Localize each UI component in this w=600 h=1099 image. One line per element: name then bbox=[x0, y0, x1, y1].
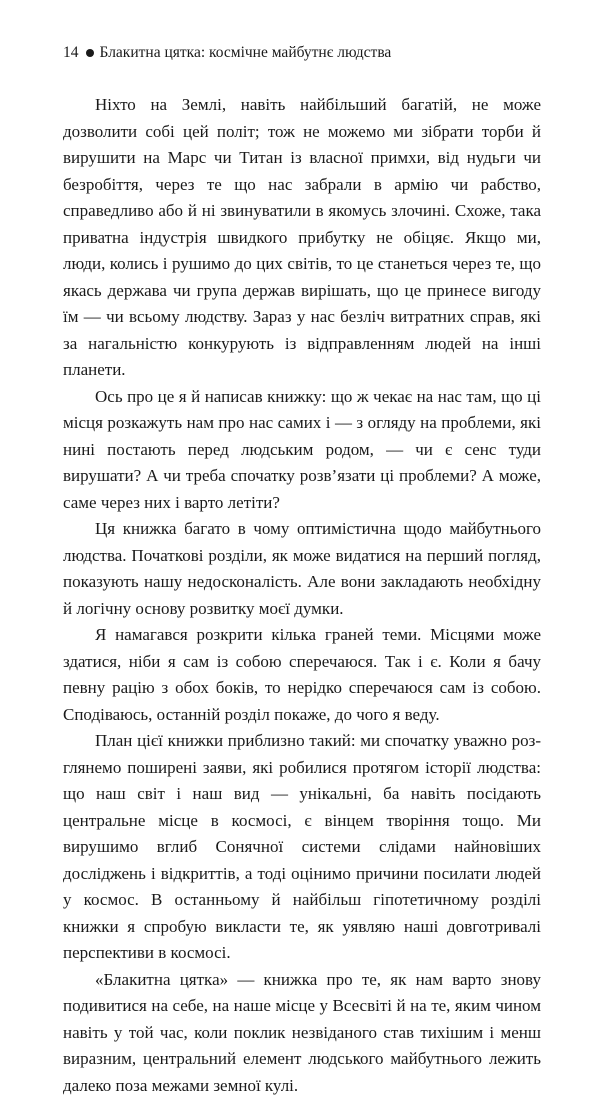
paragraph-5: План цієї книжки приблизно такий: ми спочатку уважно розглянемо поширені заяви, які робилися протягом історії людства: що наш світ і наш вид — унікальні, ба навіть посідають центральне місце в космосі, є вінцем творіння тощо. Ми вирушимо вглиб Сонячної системи слідами найновіших досліджень і відкриттів, а тоді оцінимо причини посилати людей у космос. В останньому й найбільш гіпотетичному розділі книжки я спробую викласти те, як уявляю наші довготривалі перспективи в космосі. bbox=[63, 728, 541, 967]
paragraph-2: Ось про це я й написав книжку: що ж чекає на нас там, що ці місця розкажуть нам про нас самих і — з огляду на проблеми, які нині постають перед людським родом, — чи є сенс туди вирушати? А чи треба спочатку розв’язати ці проблеми? А може, саме через них і варто летіти? bbox=[63, 384, 541, 517]
paragraph-6: «Блакитна цятка» — книжка про те, як нам варто знову подивитися на себе, на наше місце у Всесвіті й на те, яким чином навіть у той час, коли поклик незвіданого став тихішим і менш виразним, центральний елемент людського майбутнього лежить далеко поза межами земної кулі. bbox=[63, 967, 541, 1099]
paragraph-1: Ніхто на Землі, навіть найбільший багатій, не може дозволити собі цей політ; тож не можемо ми зібрати торби й вирушити на Марс чи Титан із власної примхи, від нудьги чи безробіття, через те що нас забрали в армію чи рабство, справедливо або й ні звинуватили в якомусь злочині. Схоже, така приватна індустрія швидкого прибутку не обіцяє. Якщо ми, люди, колись і рушимо до цих світів, то це станеться через те, що якась держава чи група держав вирішать, що це принесе вигоду їм — чи всьому людству. Зараз у нас безліч витратних справ, які за нагальністю конкурують із відправленням людей на інші планети. bbox=[63, 92, 541, 384]
paragraph-3: Ця книжка багато в чому оптимістична щодо майбутнього людства. Початкові розділи, як може видатися на перший погляд, показують нашу недосконалість. Але вони закладають необхідну й логічну основу розвитку моєї думки. bbox=[63, 516, 541, 622]
bullet-separator-icon bbox=[86, 49, 94, 57]
running-head-title: Блакитна цятка: космічне майбутнє людства bbox=[100, 44, 392, 61]
page-number: 14 bbox=[63, 40, 79, 66]
paragraph-4: Я намагався розкрити кілька граней теми. Місцями може здатися, ніби я сам із собою сперечаюся. Так і є. Коли я бачу певну рацію з обох боків, то нерідко сперечаюся сам із собою. Сподіваюсь, останній розділ покаже, до чого я веду. bbox=[63, 622, 541, 728]
running-head bbox=[63, 40, 543, 66]
body-text bbox=[63, 92, 541, 1099]
